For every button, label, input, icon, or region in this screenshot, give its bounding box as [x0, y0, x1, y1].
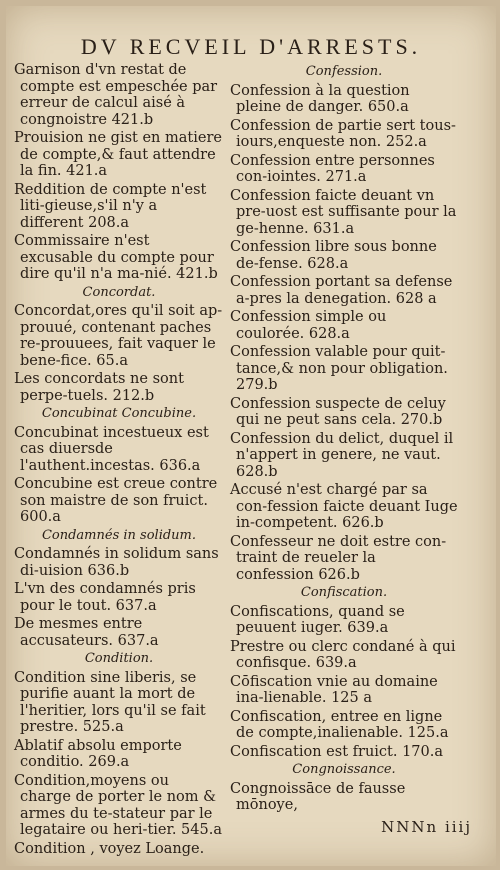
- index-entry: Prouision ne gist en matiere de compte,& faut attendre la fin. 421.a: [14, 130, 227, 179]
- index-entry: Concordat,ores qu'il soit ap-prouué, contenant paches re-prouuees, fait vaquer le bene-fice. 65.a: [14, 303, 223, 369]
- index-entry: Cōfiscation vnie au domaine ina-lienable. 125 a: [230, 673, 443, 706]
- index-entry: Confession du delict, duquel il n'appert in genere, ne vaut. 628.b: [230, 430, 458, 480]
- section-heading: Condition.: [84, 651, 154, 666]
- index-entry: Ablatif absolu emporte conditio. 269.a: [14, 737, 187, 770]
- index-entry: L'vn des condamnés pris pour le tout. 637.a: [14, 581, 201, 614]
- index-entry: De mesmes entre accusateurs. 637.a: [14, 616, 159, 649]
- section-heading: Congnoissance.: [292, 762, 396, 777]
- index-entry: Condition sine liberis, se purifie auant la mort de l'heritier, lors qu'il se fait prestre. 525.a: [14, 669, 211, 735]
- left-column: [14, 62, 227, 859]
- section-heading: Confiscation.: [300, 585, 388, 600]
- index-entry: Confession libre sous bonne de-fense. 628.a: [230, 239, 442, 272]
- index-entry: Reddition de compte n'est liti-gieuse,s'il n'y a different 208.a: [14, 181, 211, 231]
- index-entry: Confession valable pour quit-tance,& non pour obligation. 279.b: [230, 344, 453, 393]
- index-entry: Condition , voyez Loange.: [14, 840, 205, 857]
- section-heading: Concubinat Concubine.: [41, 406, 197, 421]
- index-entry: Confession faicte deuant vn pre-uost est suffisante pour la ge-henne. 631.a: [230, 187, 462, 237]
- index-entry: Concubinat incestueux est cas diuersde l'authent.incestas. 636.a: [14, 424, 214, 474]
- index-entry: Confesseur ne doit estre con-traint de reueler la confession 626.b: [230, 533, 447, 583]
- index-entry: Confession entre personnes con-iointes. 271.a: [230, 152, 440, 185]
- right-column: [230, 62, 463, 816]
- section-heading: Concordat.: [82, 284, 156, 300]
- index-entry: Confession à la question pleine de danger. 650.a: [230, 82, 415, 115]
- index-entry: Congnoissāce de fausse mōnoye,: [230, 780, 410, 813]
- index-entry: Les concordats ne sont perpe-tuels. 212.b: [14, 371, 189, 404]
- index-entry: Accusé n'est chargé par sa con-fession faicte deuant Iuge in-competent. 626.b: [230, 482, 463, 531]
- index-entry: Condition,moyens ou charge de porter le nom & armes du te-stateur par le legataire ou heri-tier. 545.a: [14, 772, 222, 838]
- signature-mark: NNNn iiij: [381, 818, 472, 836]
- index-entry: Confession de partie sert tous-iours,enqueste non. 252.a: [230, 117, 456, 150]
- index-entry: Condamnés in solidum sans di-uision 636.b: [14, 546, 224, 579]
- index-entry: Confession portant sa defense a-pres la denegation. 628 a: [230, 274, 457, 307]
- index-entry: Confiscation est fruict. 170.a: [230, 743, 444, 760]
- index-entry: Confession suspecte de celuy qui ne peut sans cela. 270.b: [230, 395, 451, 428]
- index-entry: Garnison d'vn restat de compte est empeschée par erreur de calcul aisé à congnoistre 421.b: [14, 62, 222, 128]
- running-header: DV RECVEIL D'ARRESTS.: [80, 34, 422, 59]
- book-page: [6, 6, 496, 866]
- index-entry: Confession simple ou coulorée. 628.a: [230, 309, 391, 342]
- index-entry: Concubine est creue contre son maistre de son fruict. 600.a: [14, 476, 222, 525]
- index-entry: Commissaire n'est excusable du compte pour dire qu'il n'a ma-nié. 421.b: [14, 233, 219, 282]
- section-heading: Confession.: [305, 64, 383, 79]
- index-entry: Prestre ou clerc condané à qui confisque. 639.a: [230, 638, 461, 671]
- section-heading: Condamnés in solidum.: [41, 527, 197, 543]
- index-entry: Confiscations, quand se peuuent iuger. 639.a: [230, 603, 410, 636]
- index-entry: Confiscation, entree en ligne de compte,inalienable. 125.a: [230, 708, 449, 741]
